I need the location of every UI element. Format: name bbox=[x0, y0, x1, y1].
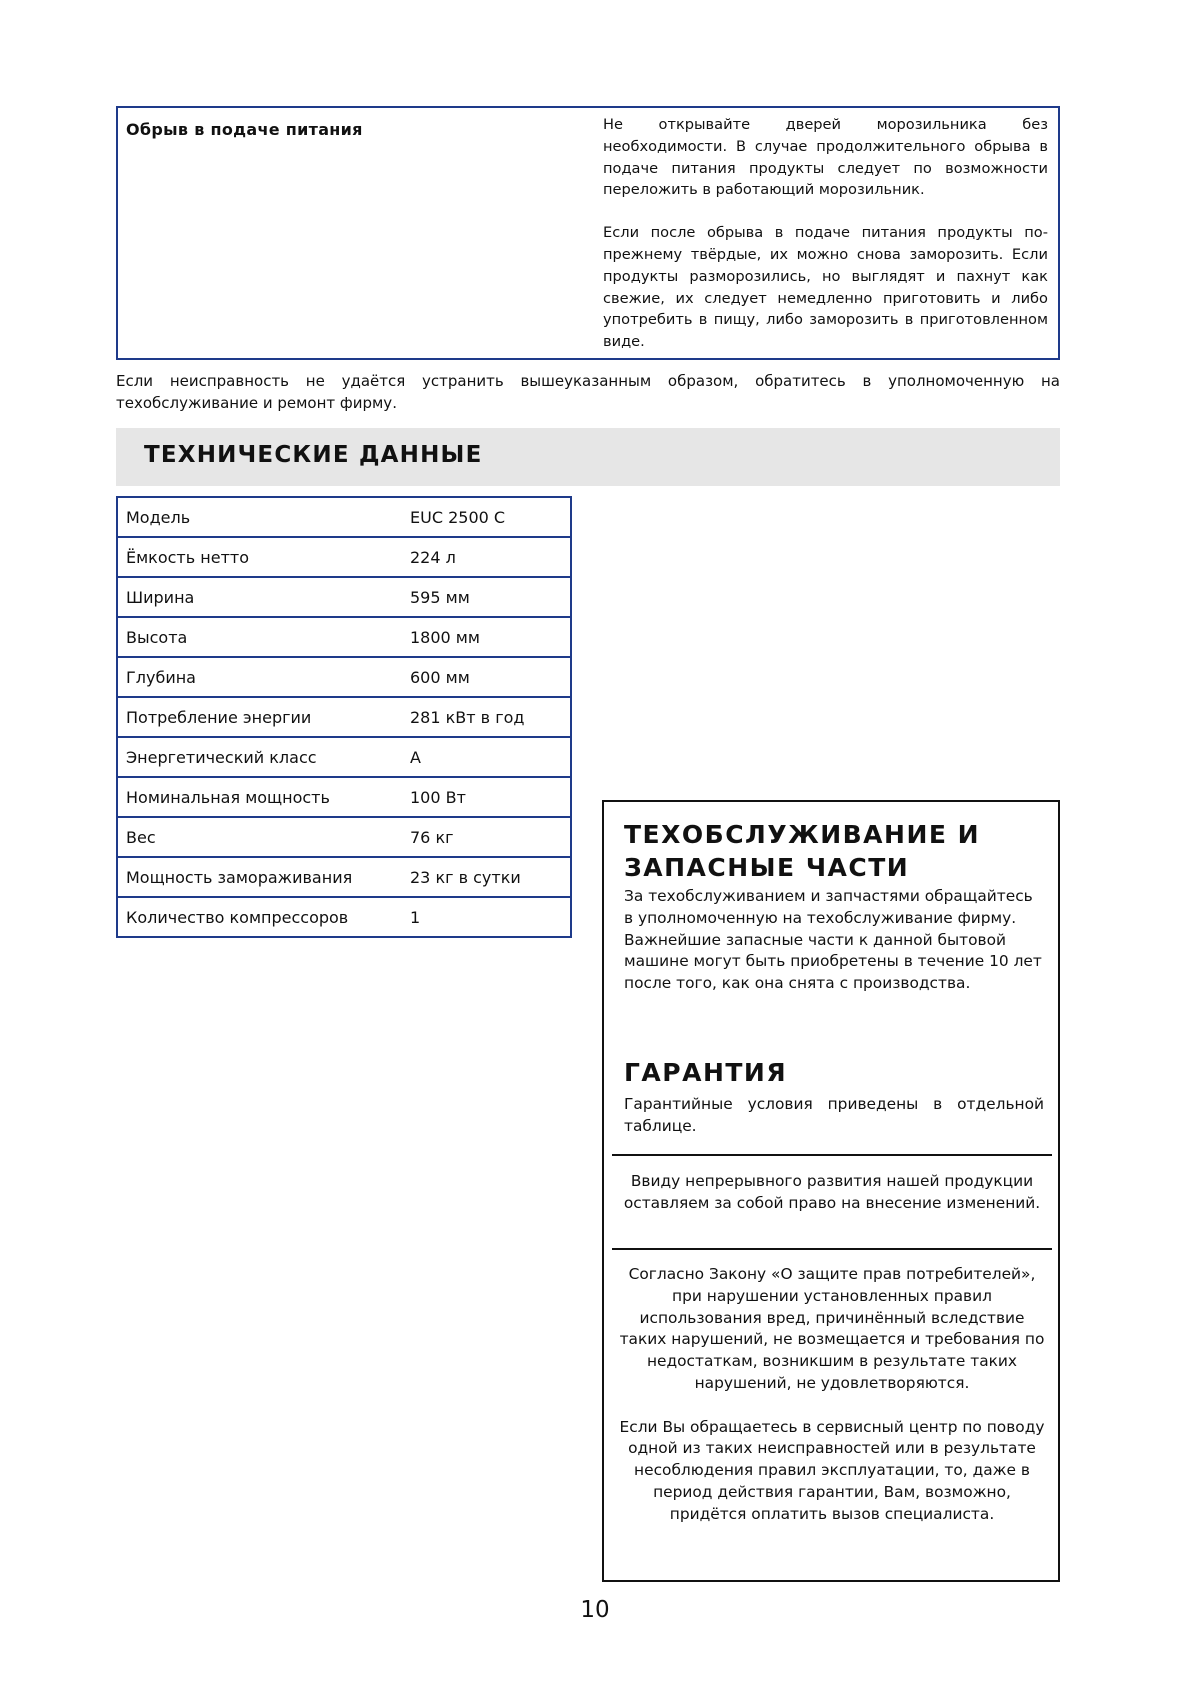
spec-row bbox=[117, 817, 571, 857]
spec-value: 76 кг bbox=[402, 817, 571, 857]
spec-value: 100 Вт bbox=[402, 777, 571, 817]
spec-value: EUC 2500 C bbox=[402, 497, 571, 537]
spec-param: Потребление энергии bbox=[117, 697, 402, 737]
spec-param: Количество компрессоров bbox=[117, 897, 402, 937]
service-warranty-box bbox=[602, 800, 1060, 1582]
warranty-heading: ГАРАНТИЯ bbox=[624, 1058, 788, 1087]
spec-param: Энергетический класс bbox=[117, 737, 402, 777]
spec-value: 224 л bbox=[402, 537, 571, 577]
spec-row bbox=[117, 497, 571, 537]
spec-row bbox=[117, 537, 571, 577]
spec-row bbox=[117, 657, 571, 697]
spec-param: Ширина bbox=[117, 577, 402, 617]
spec-row bbox=[117, 577, 571, 617]
service-paragraph-2: Важнейшие запасные части к данной бытовой машине могут быть приобретены в течение 10 лет после того, как она снята с производства. bbox=[624, 930, 1042, 993]
spec-value: 595 мм bbox=[402, 577, 571, 617]
spec-row bbox=[117, 857, 571, 897]
fault-table bbox=[116, 106, 1060, 360]
spec-table bbox=[116, 496, 572, 938]
change-notice: Ввиду непрерывного развития нашей продукции оставляем за собой право на внесение изменений. bbox=[623, 1172, 1041, 1212]
tech-section-header bbox=[116, 428, 1060, 486]
fault-remedy-paragraph-2: Если после обрыва в подаче питания продукты по-прежнему твёрдые, их можно снова заморозить. Если продукты разморозились, но выглядят и пахнут как свежие, их следует немедленно приготовить и либо употребить в пищу, либо заморозить в приготовленном виде. bbox=[603, 224, 1048, 351]
spec-value: 281 кВт в год bbox=[402, 697, 571, 737]
spec-row bbox=[117, 697, 571, 737]
spec-value: 600 мм bbox=[402, 657, 571, 697]
divider bbox=[612, 1248, 1052, 1250]
spec-value: 1800 мм bbox=[402, 617, 571, 657]
consumer-law-notice bbox=[614, 1264, 1050, 1526]
service-paragraph-1: За техобслуживанием и запчастями обращайтесь в уполномоченную на техобслуживание фирму. bbox=[624, 887, 1033, 927]
law-paragraph-1: Согласно Закону «О защите прав потребителей», при нарушении установленных правил использования вред, причинённый вследствие таких нарушений, не возмещается и требования по недостаткам, возникшим в результате таких нарушений, не удовлетворяются. bbox=[619, 1265, 1045, 1392]
warranty-text: Гарантийные условия приведены в отдельной таблице. bbox=[624, 1095, 1044, 1135]
spec-param: Ёмкость нетто bbox=[117, 537, 402, 577]
tech-section-title: ТЕХНИЧЕСКИЕ ДАННЫЕ bbox=[144, 442, 483, 468]
spec-param: Мощность замораживания bbox=[117, 857, 402, 897]
spec-param: Вес bbox=[117, 817, 402, 857]
spec-param: Модель bbox=[117, 497, 402, 537]
fault-remedy-paragraph-1: Не открывайте дверей морозильника без необходимости. В случае продолжительного обрыва в подаче питания продукты следует по возможности переложить в работающий морозильник. bbox=[603, 116, 1048, 199]
spec-row bbox=[117, 777, 571, 817]
spec-value: A bbox=[402, 737, 571, 777]
spec-row bbox=[117, 617, 571, 657]
spec-row bbox=[117, 737, 571, 777]
spec-value: 1 bbox=[402, 897, 571, 937]
spec-param: Высота bbox=[117, 617, 402, 657]
fault-remedy bbox=[603, 114, 1048, 353]
spec-param: Глубина bbox=[117, 657, 402, 697]
after-fault-text: Если неисправность не удаётся устранить вышеуказанным образом, обратитесь в уполномоченную на техобслуживание и ремонт фирму. bbox=[116, 372, 1060, 412]
spec-row bbox=[117, 897, 571, 937]
spec-value: 23 кг в сутки bbox=[402, 857, 571, 897]
spec-param: Номинальная мощность bbox=[117, 777, 402, 817]
service-text bbox=[624, 886, 1044, 995]
fault-title: Обрыв в подаче питания bbox=[126, 120, 363, 139]
page-number: 10 bbox=[580, 1597, 610, 1623]
service-heading: ТЕХОБСЛУЖИВАНИЕ И ЗАПАСНЫЕ ЧАСТИ bbox=[624, 820, 981, 882]
law-paragraph-2: Если Вы обращаетесь в сервисный центр по поводу одной из таких неисправностей или в результате несоблюдения правил эксплуатации, то, даже в период действия гарантии, Вам, возможно, придётся оплатить вызов специалиста. bbox=[619, 1417, 1045, 1523]
divider bbox=[612, 1154, 1052, 1156]
